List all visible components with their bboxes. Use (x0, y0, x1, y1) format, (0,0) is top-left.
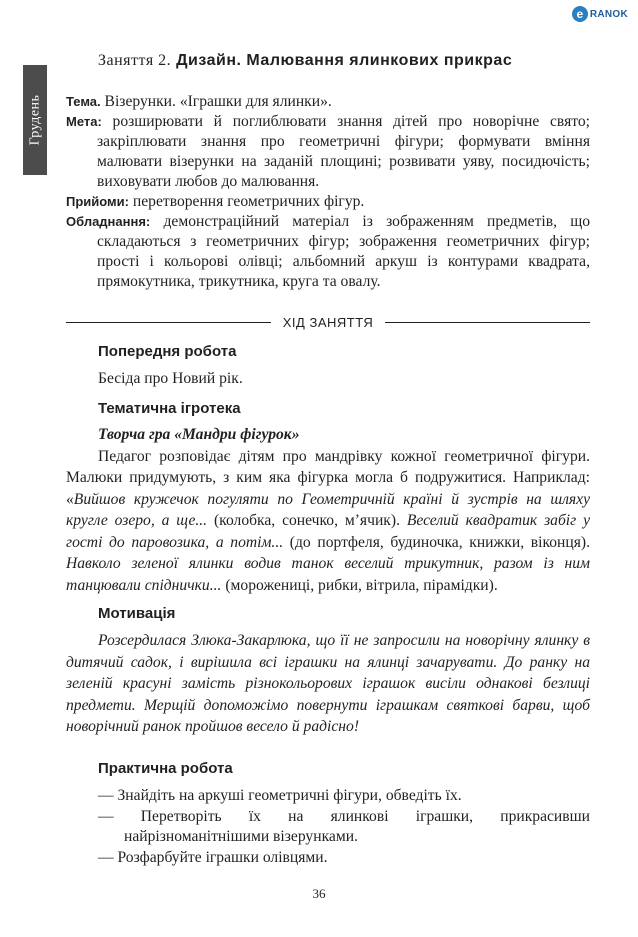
heading-poperednia-robota: Попередня робота (98, 343, 237, 360)
list-item: — Розфарбуйте іграшки олівцями. (98, 848, 328, 866)
game-title (66, 424, 590, 446)
game-text-4: (морожениці, рибки, вітрила, пірамідки). (221, 576, 498, 594)
practical-list (98, 786, 590, 868)
pryiomy-label: Прийоми: (66, 194, 129, 209)
page-title (98, 52, 598, 70)
game-text-2: (колобка, сонечко, м’ячик). (207, 512, 407, 529)
game-italic-2: Веселий квадратик забіг у гості до паровозика, а потім... (66, 512, 590, 551)
list-item: — Перетворіть їх на ялинкові іграшки, прикрасивши найрізноманітнішими візерунками. (98, 807, 590, 845)
lesson-meta (66, 92, 590, 292)
game-title-text: Творча гра «Мандри фігурок» (98, 426, 300, 443)
obladnannia-text: демонстраційний матеріал із зображенням предметів, що складаються з геометричних фігур; зображення геометричних фігур; прості і кольорові олівці; альбомний аркуш із контурами квадрата, прямокутника, трикутника, круга та овалу. (97, 213, 590, 290)
divider-line-left (66, 322, 271, 323)
logo-text: RANOK (589, 8, 628, 20)
tema-text: Візерунки. «Іграшки для ялинки». (104, 93, 332, 110)
game-italic-3: Навколо зеленої ялинки водив танок веселий трикутник, разом із ним танцювали спіднички... (66, 555, 590, 594)
motyvatsiia-paragraph (66, 630, 590, 738)
lesson-number: Заняття 2. (98, 52, 172, 69)
divider-label: ХІД ЗАНЯТТЯ (282, 314, 374, 330)
page-number: 36 (312, 886, 326, 901)
game-text-3: (до портфеля, будиночка, книжки, віконця). (283, 533, 590, 551)
logo-e-icon: e (572, 6, 588, 22)
month-side-tab (23, 65, 47, 175)
motyvatsiia-text: Розсердилася Злюка-Закарлюка, що її не запросили на новорічну ялинку в дитячий садок, і вирішила всі іграшки на ялинці зачарувати. До ранку на зеленій красуні замість різнокольорових іграшок висіли однакові безлиці предмети. Мерщій допоможімо повернути іграшкам святкові барви, щоб новорічний ранок пройшов весело й радісно! (66, 632, 590, 735)
ihroteka-body (66, 424, 590, 596)
meta-pryiomy (66, 192, 590, 212)
heading-praktychna-robota: Практична робота (98, 760, 233, 777)
divider-line-right (385, 322, 590, 323)
pryiomy-text: перетворення геометричних фігур. (132, 193, 365, 210)
section-divider (66, 312, 590, 332)
heading-tematychna-ihroteka: Тематична ігротека (98, 400, 241, 417)
lesson-title: Дизайн. Малювання ялинкових прикрас (176, 52, 513, 69)
meta-label: Мета: (66, 114, 102, 129)
publisher-logo (572, 6, 628, 22)
list-item: — Знайдіть на аркуші геометричні фігури, обведіть їх. (98, 787, 462, 804)
month-label: Грудень (27, 94, 43, 146)
meta-meta (66, 112, 590, 192)
meta-tema (66, 92, 590, 112)
game-text-1: Педагог розповідає дітям про мандрівку кожної геометричної фігури. Малюки придумують, з ким яка фігурка могла б подружитися. Наприклад: « (66, 447, 590, 508)
meta-obladnannia (66, 212, 590, 292)
poperednia-robota-text (66, 368, 590, 390)
game-paragraph (66, 446, 590, 597)
heading-motyvatsiia: Мотивація (98, 605, 176, 622)
meta-text: розширювати й поглиблювати знання дітей про новорічне свято; закріплювати знання про геометричні фігури; формувати вміння малювати візерунки на заданій площині; розвивати уяву, посидючість; виховувати любов до малювання. (97, 113, 590, 190)
poperednia-robota-paragraph: Бесіда про Новий рік. (98, 370, 243, 387)
obladnannia-label: Обладнання: (66, 214, 151, 229)
tema-label: Тема. (66, 94, 101, 109)
motyvatsiia-body (66, 630, 590, 738)
game-italic-1: Вийшов кружечок погуляти по Геометричній країні й зустрів на шляху кругле озеро, а ще... (66, 490, 590, 529)
